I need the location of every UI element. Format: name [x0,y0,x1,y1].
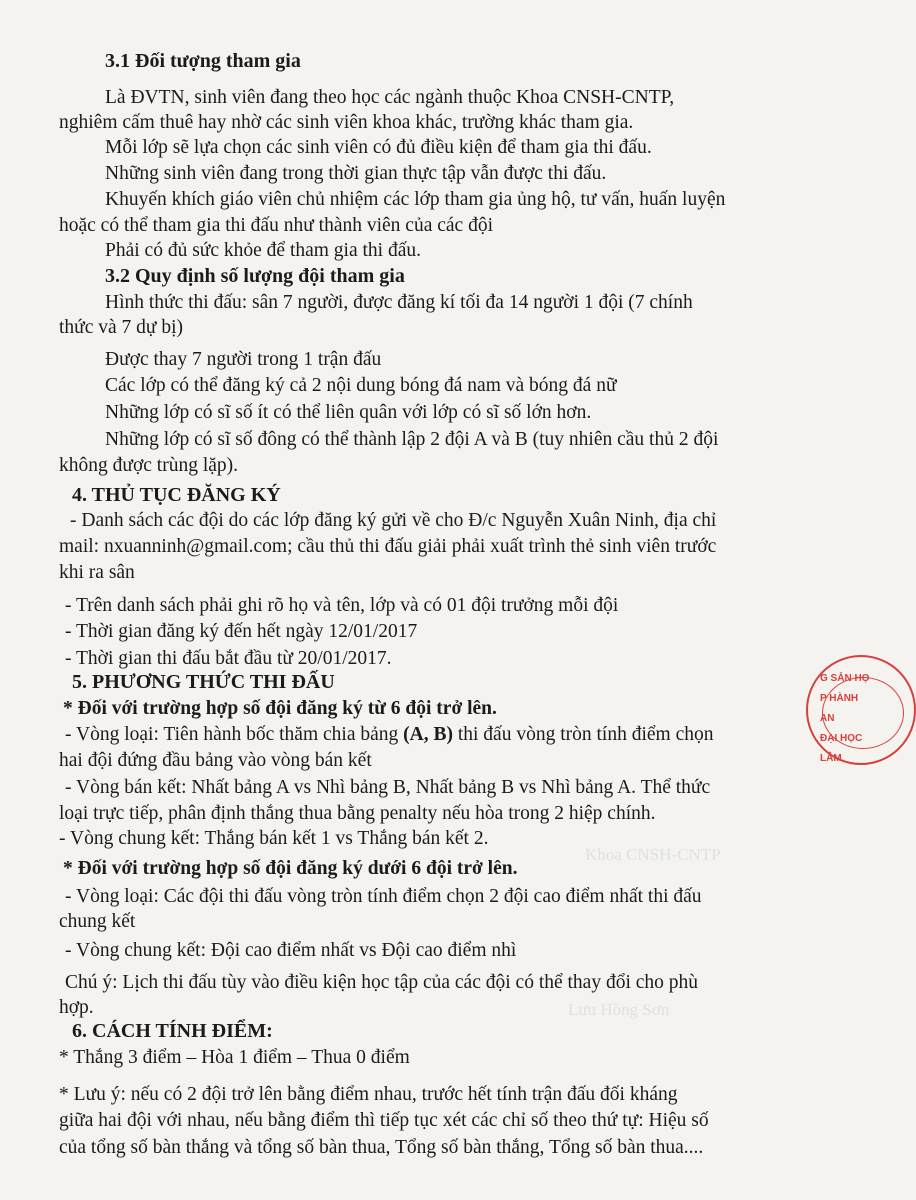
paragraph-line: Các lớp có thể đăng ký cả 2 nội dung bóng đá nam và bóng đá nữ [105,375,617,396]
paragraph-line: chung kết [59,911,136,932]
stamp-text: AN [820,713,835,724]
show-through-text: Khoa CNSH-CNTP [585,845,721,864]
stamp-text: LÂM [820,753,842,764]
paragraph-line: - Trên danh sách phải ghi rõ họ và tên, lớp và có 01 đội trưởng mỗi đội [65,595,619,616]
section-3-1-title: 3.1 Đối tượng tham gia [105,50,301,72]
section-6-title: 6. CÁCH TÍNH ĐIỂM: [72,1020,273,1042]
paragraph-line: Được thay 7 người trong 1 trận đấu [105,349,382,370]
show-through-text: Lưu Hồng Sơn [568,1000,670,1019]
paragraph-line: mail: nxuanninh@gmail.com; cầu thủ thi đấu giải phải xuất trình thẻ sinh viên trước [59,536,717,557]
stamp-text: P HÀNH [820,693,859,704]
paragraph-line: Là ĐVTN, sinh viên đang theo học các ngành thuộc Khoa CNSH-CNTP, [105,87,675,108]
paragraph-line [65,723,713,747]
paragraph-line: hợp. [59,997,94,1018]
stamp-text: G SẢN HỌ [820,673,870,684]
paragraph-line: Khuyến khích giáo viên chủ nhiệm các lớp tham gia ủng hộ, tư vấn, huấn luyện [105,189,726,210]
paragraph-line: hoặc có thể tham gia thi đấu như thành viên của các đội [59,215,493,236]
paragraph-line: không được trùng lặp). [59,455,239,476]
subheading: * Đối với trường hợp số đội đăng ký từ 6 đội trở lên. [63,698,497,719]
text-run-bold: (A, B) [403,724,453,745]
paragraph-line: - Thời gian đăng ký đến hết ngày 12/01/2017 [65,621,418,642]
paragraph-line: * Lưu ý: nếu có 2 đội trở lên bằng điểm nhau, trước hết tính trận đấu đối kháng [59,1084,678,1105]
paragraph-line: loại trực tiếp, phân định thắng thua bằng penalty nếu hòa trong 2 hiệp chính. [59,803,656,824]
paragraph-line: thức và 7 dự bị) [59,317,184,338]
paragraph-line: của tổng số bàn thắng và tổng số bàn thua, Tổng số bàn thắng, Tổng số bàn thua.... [59,1137,704,1158]
paragraph-line: - Vòng chung kết: Thắng bán kết 1 vs Thắng bán kết 2. [59,828,489,849]
section-4-title: 4. THỦ TỤC ĐĂNG KÝ [72,484,281,506]
text-run: thi đấu vòng tròn tính điểm chọn [452,724,714,745]
paragraph-line: Mỗi lớp sẽ lựa chọn các sinh viên có đủ điều kiện để tham gia thi đấu. [105,137,652,158]
paragraph-line: Phải có đủ sức khỏe để tham gia thi đấu. [105,240,421,261]
stamp-text: ĐẠI HỌC [820,733,863,744]
paragraph-line: - Vòng chung kết: Đội cao điểm nhất vs Đội cao điểm nhì [65,940,517,961]
paragraph-line: - Thời gian thi đấu bắt đầu từ 20/01/2017. [65,648,392,669]
paragraph-line: * Thắng 3 điểm – Hòa 1 điểm – Thua 0 điểm [59,1047,410,1068]
section-3-2-title: 3.2 Quy định số lượng đội tham gia [105,265,405,287]
paragraph-line: Chú ý: Lịch thi đấu tùy vào điều kiện học tập của các đội có thể thay đổi cho phù [65,972,699,993]
stamp-inner-ring [822,677,904,749]
paragraph-line: khi ra sân [59,562,135,583]
paragraph-line: nghiêm cấm thuê hay nhờ các sinh viên khoa khác, trường khác tham gia. [59,112,634,133]
paragraph-line: Những lớp có sĩ số đông có thể thành lập 2 đội A và B (tuy nhiên cầu thủ 2 đội [105,429,719,450]
paragraph-line: hai đội đứng đầu bảng vào vòng bán kết [59,750,372,771]
paragraph-line: giữa hai đội với nhau, nếu bằng điểm thì tiếp tục xét các chỉ số theo thứ tự: Hiệu số [59,1110,709,1131]
paragraph-line: - Vòng bán kết: Nhất bảng A vs Nhì bảng B, Nhất bảng B vs Nhì bảng A. Thể thức [65,777,711,798]
official-stamp [806,655,916,765]
paragraph-line: Những sinh viên đang trong thời gian thực tập vẫn được thi đấu. [105,163,607,184]
paragraph-line: - Danh sách các đội do các lớp đăng ký gửi về cho Đ/c Nguyễn Xuân Ninh, địa chỉ [70,510,717,531]
paragraph-line: Hình thức thi đấu: sân 7 người, được đăng kí tối đa 14 người 1 đội (7 chính [105,292,693,313]
section-5-title: 5. PHƯƠNG THỨC THI ĐẤU [72,671,335,693]
subheading: * Đối với trường hợp số đội đăng ký dưới 6 đội trở lên. [63,858,518,879]
text-run: - Vòng loại: Tiên hành bốc thăm chia bảng [65,724,404,745]
paragraph-line: Những lớp có sĩ số ít có thể liên quân với lớp có sĩ số lớn hơn. [105,402,592,423]
paragraph-line: - Vòng loại: Các đội thi đấu vòng tròn tính điểm chọn 2 đội cao điểm nhất thi đấu [65,886,702,907]
